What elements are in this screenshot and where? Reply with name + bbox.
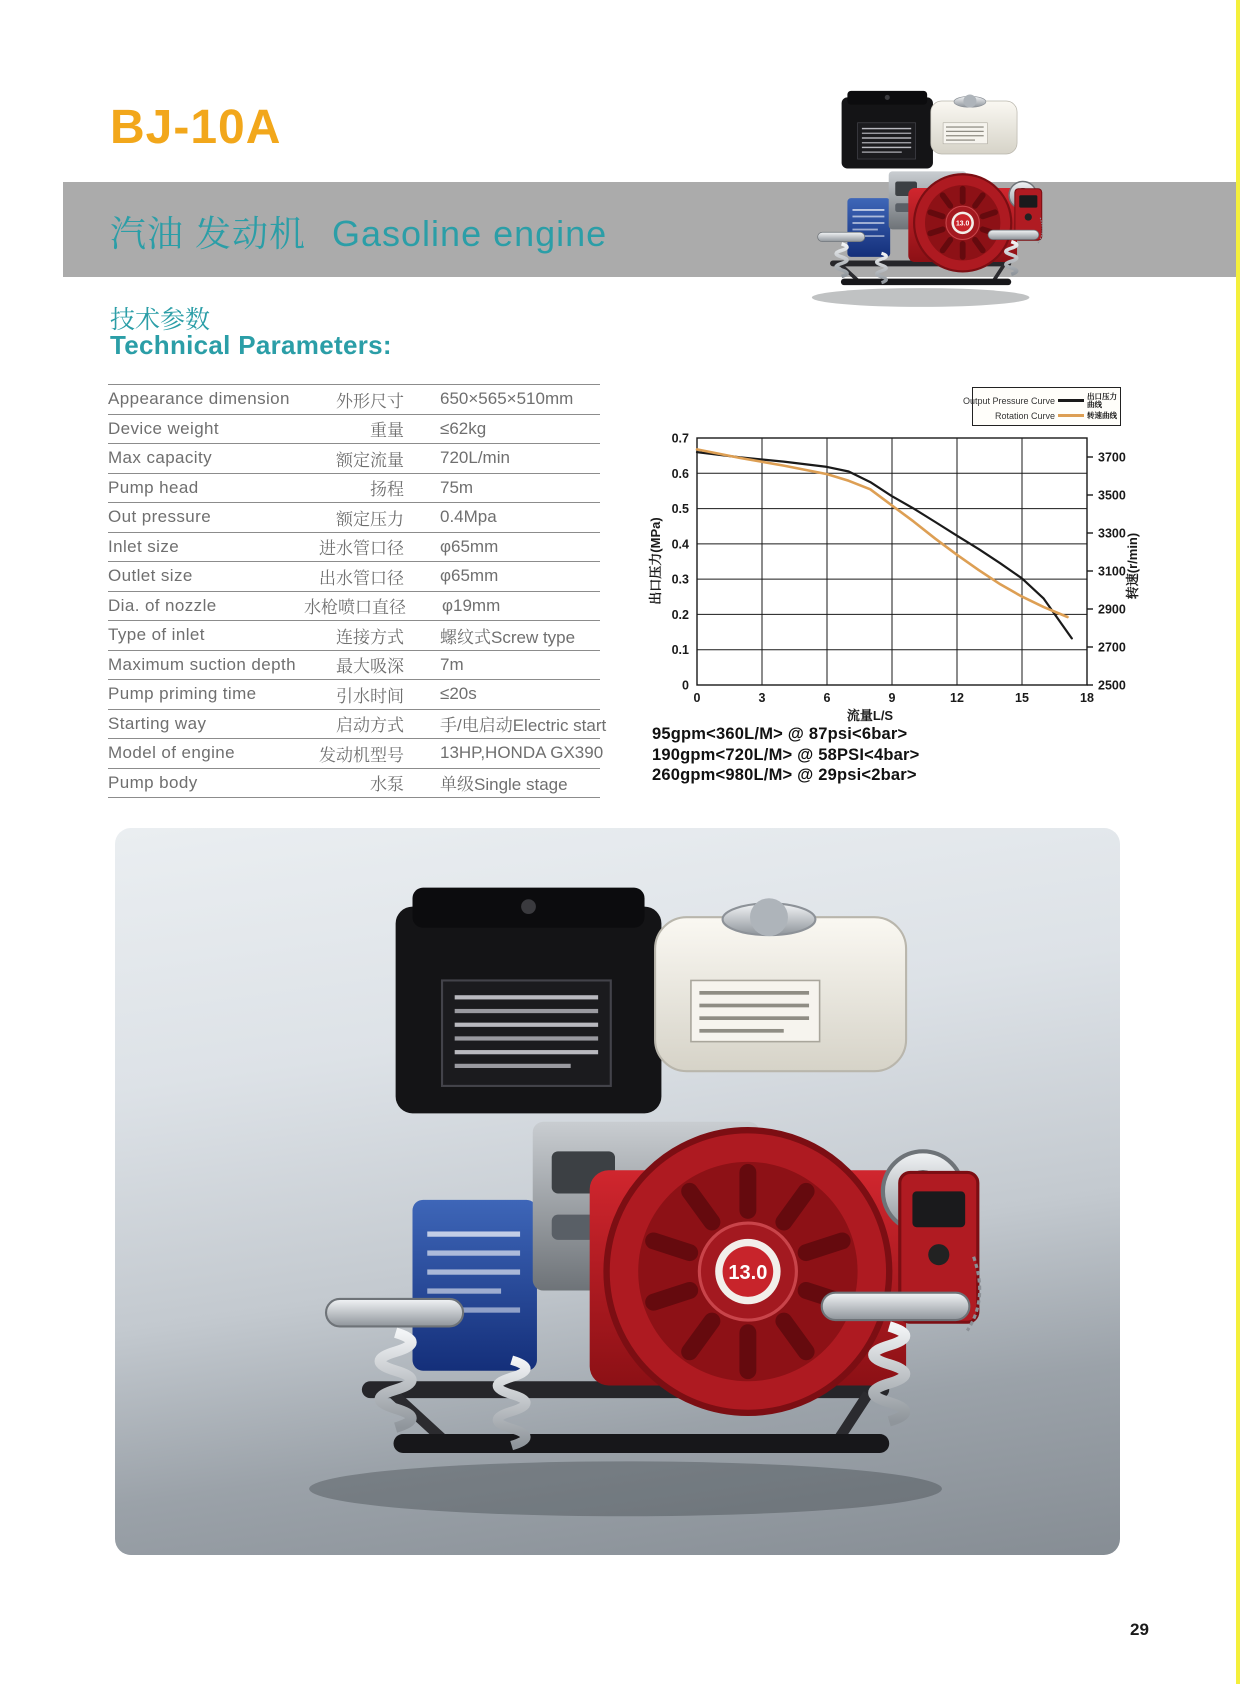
table-row xyxy=(108,769,600,799)
svg-text:0.3: 0.3 xyxy=(671,572,689,587)
legend-label: Output Pressure Curve xyxy=(962,395,1055,406)
chart-plot-area xyxy=(615,395,1155,728)
table-row xyxy=(108,651,600,681)
spec-value: 720L/min xyxy=(440,448,510,468)
product-photo-small xyxy=(786,80,1048,312)
spec-label-cn: 出水管口径 xyxy=(319,568,404,588)
table-row xyxy=(108,415,600,445)
page-title: BJ-10A xyxy=(110,101,282,154)
legend-label: Rotation Curve xyxy=(994,410,1055,421)
spec-label-cn: 发动机型号 xyxy=(319,745,404,765)
spec-label-cn: 额定流量 xyxy=(336,450,404,470)
svg-text:3: 3 xyxy=(758,691,766,705)
product-photo-main xyxy=(115,828,1120,1555)
legend-entry-pressure xyxy=(962,391,1117,409)
svg-text:0.5: 0.5 xyxy=(671,502,689,517)
spec-label-en: Pump head xyxy=(108,477,199,497)
performance-chart xyxy=(615,395,1155,728)
svg-text:0: 0 xyxy=(693,691,701,705)
spec-value: φ65mm xyxy=(440,536,499,556)
svg-text:0.7: 0.7 xyxy=(671,431,689,446)
svg-text:0.4: 0.4 xyxy=(671,537,689,552)
spec-label-en: Pump priming time xyxy=(108,684,257,704)
spec-label-en: Inlet size xyxy=(108,536,180,556)
performance-annotations xyxy=(652,724,920,786)
table-row xyxy=(108,474,600,504)
rotation-curve-line xyxy=(697,449,1068,617)
spec-value: 75m xyxy=(440,477,474,497)
annotation-line: 190gpm<720L/M> @ 58PSI<4bar> xyxy=(652,745,920,764)
svg-text:15: 15 xyxy=(1015,691,1029,705)
chart-legend xyxy=(962,387,1121,426)
spec-value: 0.4Mpa xyxy=(440,507,497,527)
table-row xyxy=(108,385,600,415)
spec-label-en: Appearance dimension xyxy=(108,389,290,409)
table-row xyxy=(108,592,600,622)
pump-illustration xyxy=(235,856,995,1531)
page-edge-accent xyxy=(1236,0,1240,1684)
spec-label-en: Type of inlet xyxy=(108,625,205,645)
svg-text:3500: 3500 xyxy=(1098,488,1126,503)
annotation-line: 95gpm<360L/M> @ 87psi<6bar> xyxy=(652,725,908,743)
svg-text:2700: 2700 xyxy=(1098,640,1126,655)
spec-value: ≤20s xyxy=(440,684,477,704)
spec-value: 650×565×510mm xyxy=(440,389,574,409)
table-row xyxy=(108,739,604,769)
svg-text:3100: 3100 xyxy=(1098,564,1126,579)
svg-text:6: 6 xyxy=(823,691,831,705)
spec-value: 13HP,HONDA GX390 xyxy=(440,743,604,763)
legend-label-cn: 出口压力曲线 xyxy=(1087,391,1117,409)
spec-label-cn: 启动方式 xyxy=(336,716,404,736)
table-row xyxy=(108,533,600,563)
spec-label-en: Out pressure xyxy=(108,507,212,527)
spec-label-cn: 引水时间 xyxy=(336,686,404,706)
svg-text:12: 12 xyxy=(950,691,964,705)
right-axis-title: 转速(r/min) xyxy=(1125,532,1140,600)
spec-value: φ65mm xyxy=(440,566,499,586)
svg-text:2900: 2900 xyxy=(1098,602,1126,617)
table-row xyxy=(108,621,600,651)
page-number: 29 xyxy=(1130,1620,1149,1639)
spec-label-en: Maximum suction depth xyxy=(108,654,296,674)
spec-label-en: Model of engine xyxy=(108,743,235,763)
svg-text:18: 18 xyxy=(1080,691,1094,705)
spec-label-en: Max capacity xyxy=(108,448,213,468)
pressure-line-swatch xyxy=(1058,399,1084,402)
spec-value: 单级Single stage xyxy=(440,775,568,795)
spec-label-en: Pump body xyxy=(108,772,198,792)
section-heading-en: Technical Parameters: xyxy=(110,330,392,360)
x-axis-title: 流量L/S xyxy=(846,708,894,723)
spec-label-en: Starting way xyxy=(108,713,207,733)
spec-value: 手/电启动Electric start xyxy=(440,716,607,736)
spec-label-cn: 连接方式 xyxy=(336,627,404,647)
table-row xyxy=(108,444,600,474)
spec-label-cn: 水枪喷口直径 xyxy=(304,598,406,618)
spec-label-cn: 外形尺寸 xyxy=(336,391,404,411)
section-heading-cn: 技术参数 xyxy=(110,306,211,334)
banner-label-en: Gasoline engine xyxy=(332,213,608,254)
spec-value: 螺纹式Screw type xyxy=(440,627,576,647)
spec-label-cn: 额定压力 xyxy=(336,509,404,529)
banner-label-cn: 汽油 发动机 xyxy=(110,213,307,254)
legend-label-cn: 转速曲线 xyxy=(1087,410,1117,420)
svg-text:0.1: 0.1 xyxy=(671,643,689,658)
rotation-line-swatch xyxy=(1058,414,1084,417)
product-type-banner xyxy=(63,182,1236,277)
spec-label-en: Device weight xyxy=(108,418,220,438)
spec-label-cn: 扬程 xyxy=(370,480,404,500)
spec-label-cn: 水泵 xyxy=(370,775,404,795)
svg-text:2500: 2500 xyxy=(1098,678,1126,693)
spec-value: 7m xyxy=(440,654,464,674)
svg-text:0.6: 0.6 xyxy=(671,466,689,481)
spec-value: ≤62kg xyxy=(440,418,487,438)
table-row xyxy=(108,562,600,592)
legend-entry-rotation xyxy=(976,411,1117,421)
spec-label-cn: 进水管口径 xyxy=(319,539,404,559)
spec-label-cn: 重量 xyxy=(370,421,404,441)
table-row xyxy=(108,503,600,533)
output-pressure-curve-line xyxy=(697,452,1072,638)
spec-label-en: Outlet size xyxy=(108,566,193,586)
left-axis-title: 出口压力(MPa) xyxy=(648,517,663,605)
svg-text:0: 0 xyxy=(682,678,689,693)
annotation-line: 260gpm<980L/M> @ 29psi<2bar> xyxy=(652,766,917,784)
spec-value: φ19mm xyxy=(442,595,501,615)
spec-table xyxy=(108,384,607,798)
table-row xyxy=(108,710,607,740)
table-row xyxy=(108,680,600,710)
spec-label-en: Dia. of nozzle xyxy=(108,595,217,615)
spec-label-cn: 最大吸深 xyxy=(336,657,404,677)
svg-text:0.2: 0.2 xyxy=(671,607,689,622)
svg-text:9: 9 xyxy=(888,691,896,705)
svg-text:3700: 3700 xyxy=(1098,450,1126,465)
svg-text:3300: 3300 xyxy=(1098,526,1126,541)
